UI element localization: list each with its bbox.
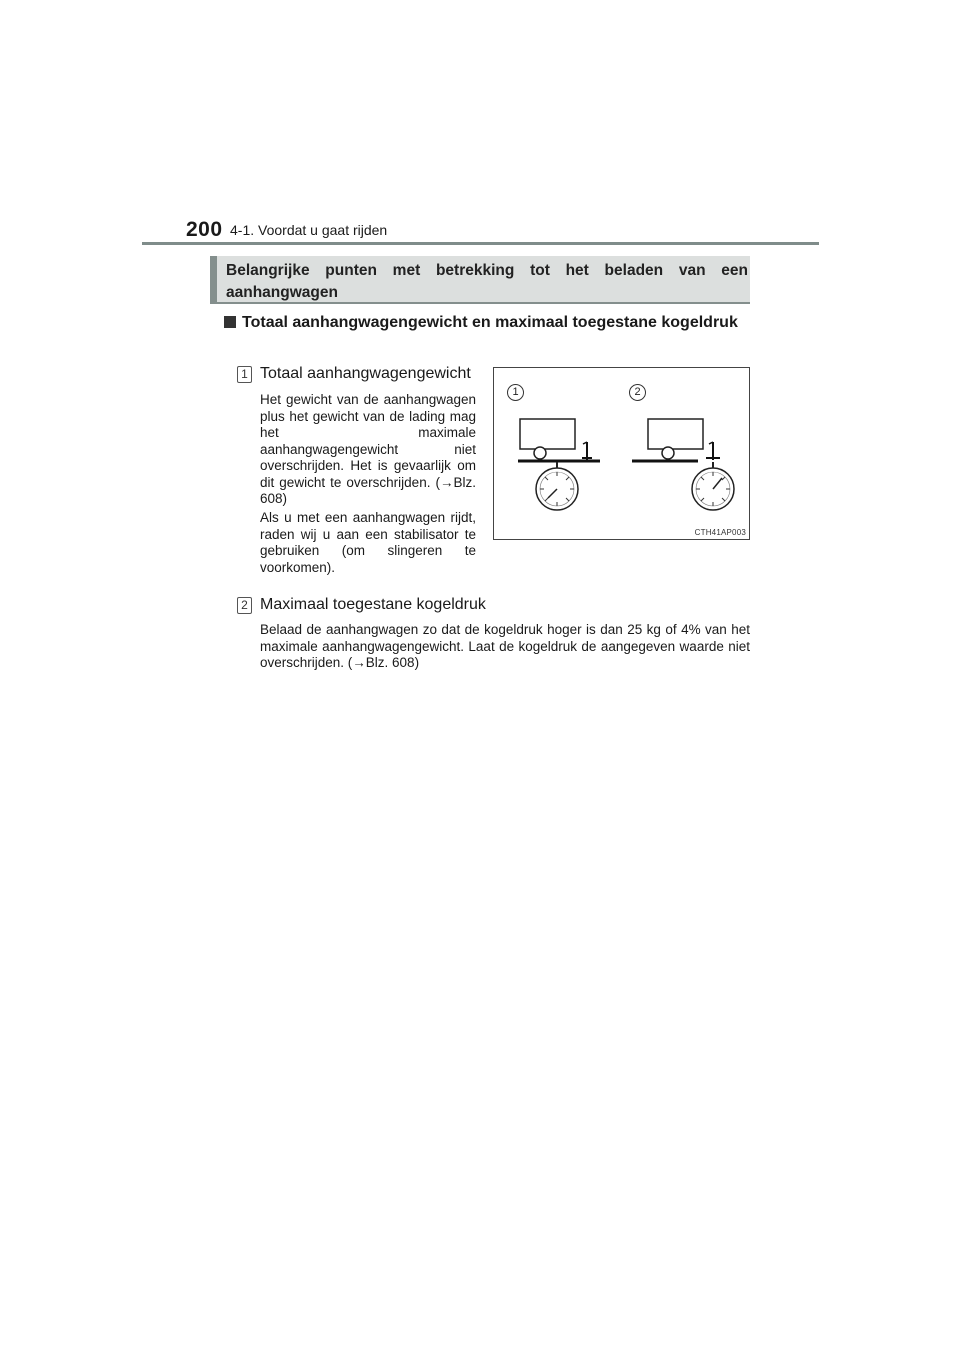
item-paragraph: Als u met een aanhangwagen rijdt, raden wij u aan een stabilisator te gebruiken (om slingeren te voorkomen). — [260, 510, 476, 575]
trailer-diagram — [494, 368, 749, 539]
item-paragraph: Belaad de aanhangwagen zo dat de kogeldruk hoger is dan 25 kg of 4% van het maximale aanhangwagengewicht. Laat de kogeldruk de aangegeven waarde niet overschrijden. (→Blz. 608) — [260, 622, 750, 670]
header-rule — [142, 242, 819, 245]
figure-code: CTH41AP003 — [694, 528, 746, 537]
section-title: Belangrijke punten met betrekking tot het beladen van een aanhangwagen — [226, 262, 748, 301]
subsection-heading: Totaal aanhangwagengewicht en maximaal toegestane kogeldruk — [242, 314, 738, 331]
item-heading: Totaal aanhangwagengewicht — [260, 365, 471, 382]
section-box — [210, 256, 750, 304]
chapter-title: 4-1. Voordat u gaat rijden — [230, 222, 388, 238]
figure-label: 1 — [507, 384, 524, 401]
item-heading: Maximaal toegestane kogeldruk — [260, 596, 486, 613]
trailer-weight-illustration — [493, 367, 750, 540]
square-bullet-icon — [224, 316, 236, 328]
item-paragraph: Het gewicht van de aanhangwagen plus het gewicht van de lading mag het maximale aanhangwagengewicht niet overschrijden. Het is gevaarlijk om dit gewicht te overschrijden. (→Blz. 608) — [260, 392, 476, 506]
figure-label: 2 — [629, 384, 646, 401]
page-number: 200 — [186, 218, 223, 241]
item-number-badge: 1 — [237, 366, 252, 383]
item-number-badge: 2 — [237, 597, 252, 614]
